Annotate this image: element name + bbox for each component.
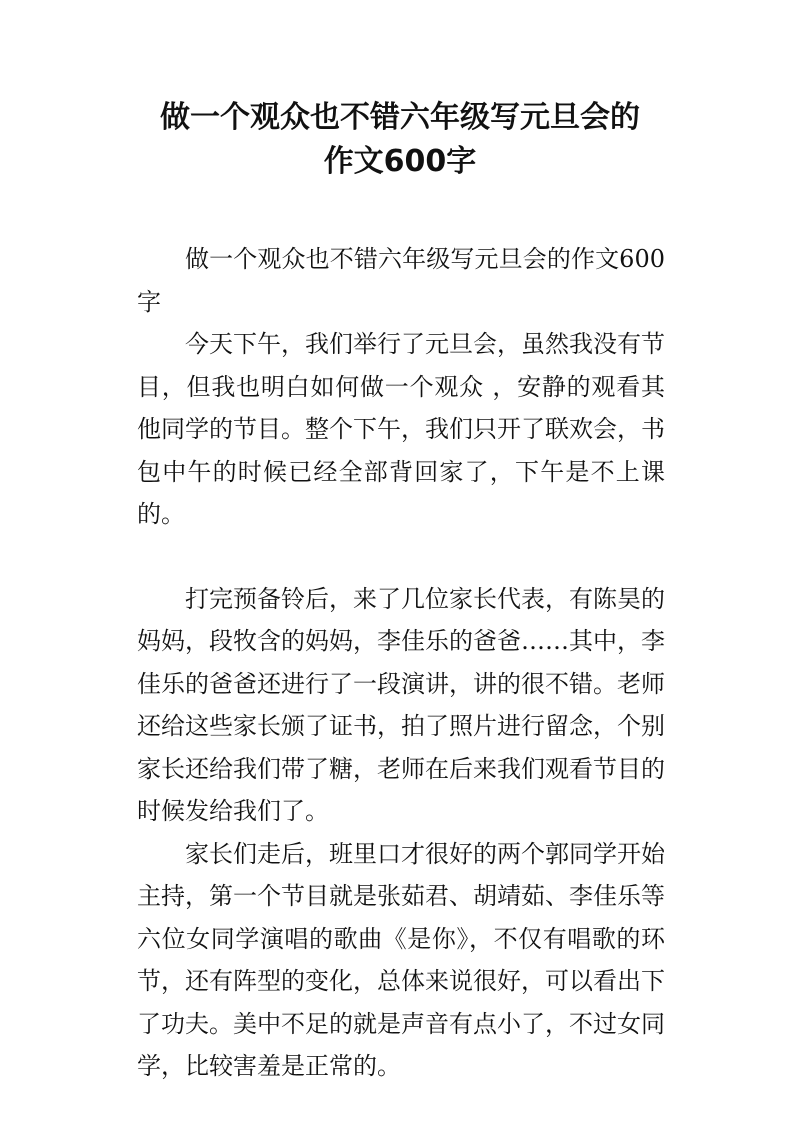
title-line-2: 作文600字	[323, 144, 477, 179]
paragraph-spacer	[137, 536, 665, 578]
title-line-1: 做一个观众也不错六年级写元旦会的	[160, 100, 640, 135]
document-body	[137, 238, 665, 1088]
document-title	[100, 96, 700, 184]
paragraph-2: 今天下午，我们举行了元旦会，虽然我没有节目，但我也明白如何做一个观众 ，安静的观看其他同学的节目。整个下午，我们只开了联欢会，书包中午的时候已经全部背回家了，下午是不上课的。	[137, 330, 665, 528]
paragraph-1: 做一个观众也不错六年级写元旦会的作文600字	[137, 245, 665, 316]
paragraph-3: 打完预备铃后，来了几位家长代表，有陈昊的妈妈，段牧含的妈妈，李佳乐的爸爸……其中，李佳乐的爸爸还进行了一段演讲，讲的很不错。老师还给这些家长颁了证书，拍了照片进行留念，个别家长还给我们带了糖，老师在后来我们观看节目的时候发给我们了。	[137, 584, 665, 825]
paragraph-4: 家长们走后，班里口才很好的两个郭同学开始主持，第一个节目就是张茹君、胡靖茹、李佳乐等六位女同学演唱的歌曲《是你》，不仅有唱歌的环节，还有阵型的变化，总体来说很好，可以看出下了功夫。美中不足的就是声音有点小了，不过女同学，比较害羞是正常的。	[137, 839, 665, 1080]
